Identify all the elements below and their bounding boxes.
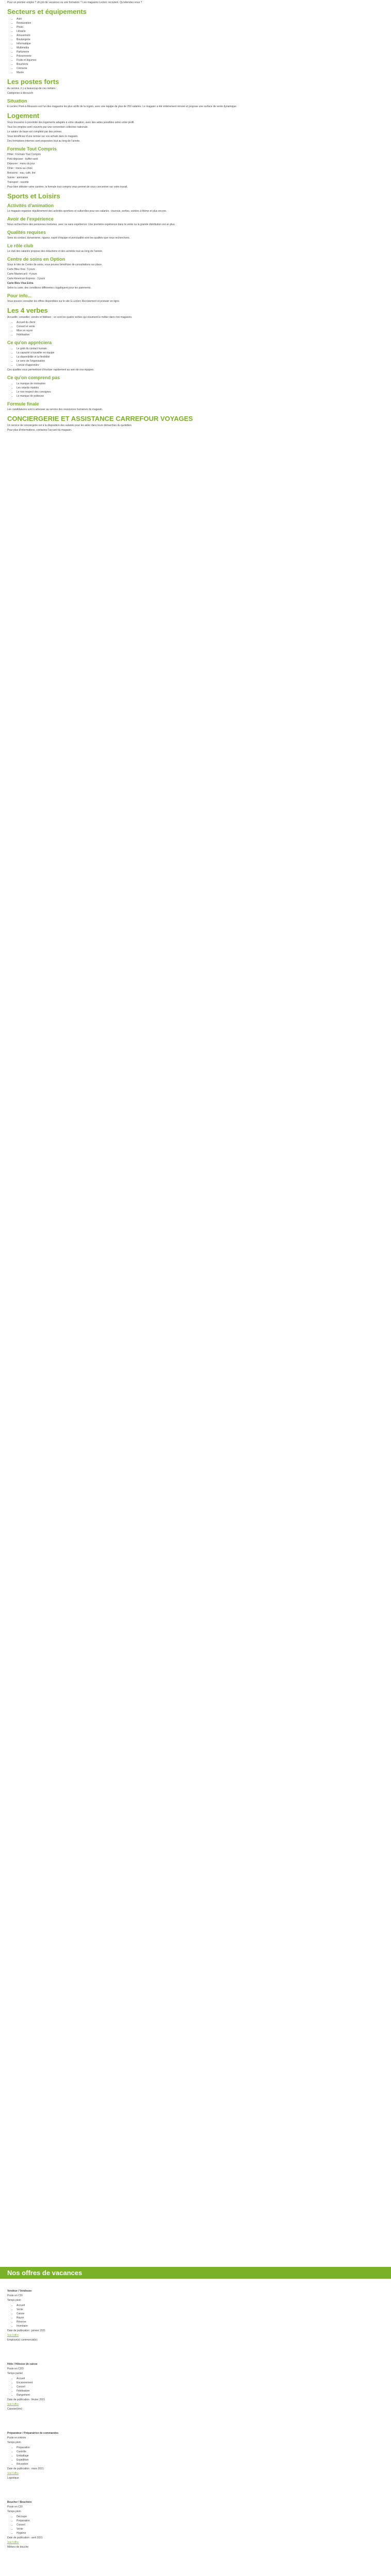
secteurs-title: Secteurs et équipements [7, 8, 87, 15]
secteurs-item: • Boucherie [17, 62, 384, 66]
role-title: Le rôle club [7, 243, 34, 248]
logement-item: Le salaire de base est complété par des primes. [7, 130, 62, 133]
comprend-items [7, 382, 384, 398]
offer-time: Temps plein [7, 2299, 21, 2302]
offer-date: Date de publication : janvier 2021 [7, 2329, 46, 2332]
offer-task: • Vente [17, 2527, 384, 2531]
offer-task: • Expédition [17, 2458, 384, 2462]
offer-date: Date de publication : mars 2021 [7, 2467, 44, 2470]
centre-items [7, 268, 384, 281]
savoir-item: • La capacité à travailler en équipe [17, 351, 384, 355]
offer-category: Métiers de bouche [7, 2546, 29, 2549]
formule-item: Soirée : animation [7, 176, 28, 179]
savoir-item: • Le sens de l'organisation [17, 359, 384, 363]
offer-title: Vendeur / Vendeuse [7, 2290, 32, 2293]
conciergerie-text2: Pour plus d'informations, contactez l'accueil du magasin. [7, 429, 72, 432]
logement-item: Tous les emplois sont couverts par une convention collective nationale. [7, 126, 89, 129]
offer-card [7, 2432, 384, 2480]
offer-contract: Poste en CDD [7, 2367, 24, 2370]
savoir-title: Ce qu'on appréciera [7, 340, 52, 345]
faire-item: • Mise en rayon [17, 329, 384, 333]
secteurs-item: • Poissonnerie [17, 54, 384, 58]
secteurs-item: • Amusement [17, 33, 384, 38]
conciergerie-text: Un service de conciergerie est à la disposition des salariés pour les aider dans leurs démarches du quotidien. [7, 424, 133, 427]
activites-title: Activités d'animation [7, 203, 54, 208]
offers-banner [0, 2267, 391, 2279]
postes-title: Les postes forts [7, 78, 59, 86]
qualites-text: Sens du contact, dynamisme, rigueur, esprit d'équipe et ponctualité sont les qualités que nous recherchons. [7, 236, 131, 240]
offer-task: • Vente [17, 2308, 384, 2312]
offer-category: Caissier(ère) [7, 2408, 22, 2411]
situation-text: E.Leclerc Pont-à-Mousson est l'un des magasins les plus actifs de la région, avec une équipe de plus de 250 salariés. Le magasin a été entièrement rénové et propose une surface de vente dynamique. [7, 105, 237, 108]
centre-text2: Selon la carte, des conditions différentes s'appliquent pour les paiements. [7, 286, 91, 290]
comprend-item: • Le manque de motivation [17, 382, 384, 386]
situation-title: Situation [7, 98, 27, 104]
conciergerie-title: CONCIERGERIE ET ASSISTANCE CARREFOUR VOYAGES [7, 415, 193, 422]
offer-task: • Rayon [17, 2316, 384, 2320]
savoir-item: • Le goût du contact humain [17, 347, 384, 351]
finale-title: Formule finale [7, 401, 39, 406]
logement-text: Vous trouverez à proximité des logements adaptés à votre situation, avec des aides possibles selon votre profil. [7, 121, 135, 124]
comprend-item: • Les retards répétés [17, 386, 384, 390]
comprend-item: • Le manque de politesse [17, 394, 384, 398]
offer-task: • Découpe [17, 2515, 384, 2519]
offer-category: Logistique [7, 2477, 19, 2480]
finale-text: Les candidatures sont à adresser au service des ressources humaines du magasin. [7, 408, 103, 411]
offer-card [7, 2363, 384, 2411]
offer-tasks [7, 2377, 384, 2397]
centre-item: Carte Bleu Visa : 5 jours [7, 268, 35, 271]
faire-item: • Conseil et vente [17, 325, 384, 329]
offer-task: • Contrôle [17, 2450, 384, 2454]
offers-banner-title: Nos offres de vacances [7, 2269, 83, 2277]
offer-link[interactable]: Voir l'offre [7, 2403, 19, 2406]
comprend-title: Ce qu'on comprend pas [7, 375, 60, 380]
centre-item: Carte Mastercard : 4 jours [7, 273, 37, 276]
logement-title: Logement [7, 112, 40, 120]
offer-date: Date de publication : avril 2021 [7, 2536, 43, 2539]
offer-link-wrap [7, 2541, 384, 2545]
offer-title: Hôte / Hôtesse de caisse [7, 2363, 38, 2366]
savoir-items [7, 347, 384, 367]
logement-items [7, 126, 384, 143]
comprend-item: • Le non-respect des consignes [17, 390, 384, 394]
logement-item: Des formations internes sont proposées tout au long de l'année. [7, 140, 80, 143]
offer-tasks [7, 2515, 384, 2535]
offer-task: • Hygiène [17, 2531, 384, 2535]
centre-item: Carte American Express : 3 jours [7, 277, 45, 280]
offer-contract: Poste en intérim [7, 2436, 26, 2439]
sports-title: Sports et Loisirs [7, 192, 60, 200]
diag-title: Avoir de l'expérience [7, 216, 54, 222]
formule-item: Dîner : menu au choix [7, 167, 32, 170]
offer-title: Boucher / Bouchère [7, 2501, 32, 2504]
formule-title: Formule Tout Compris [7, 146, 57, 151]
offer-link[interactable]: Voir l'offre [7, 2334, 19, 2337]
offer-task: • Réserve [17, 2320, 384, 2324]
offer-task: • Rangement [17, 2393, 384, 2397]
savoir-text: Ces qualités vous permettront d'évoluer rapidement au sein de nos équipes. [7, 368, 94, 371]
offer-task: • Encaissement [17, 2381, 384, 2385]
faire-title: Les 4 verbes [7, 307, 48, 314]
offer-link[interactable]: Voir l'offre [7, 2541, 19, 2544]
offer-time: Temps plein [7, 2510, 21, 2513]
secteurs-item: • Crémerie [17, 66, 384, 71]
plus-title: Pour info... [7, 293, 31, 298]
offer-contract: Poste en CDI [7, 2505, 23, 2509]
offer-card [7, 2290, 384, 2342]
faire-items [7, 320, 384, 337]
role-text: Le club des salariés propose des réductions et des activités tout au long de l'année. [7, 250, 103, 253]
secteurs-item: • Fruits et légumes [17, 58, 384, 62]
formule-item: Transport : navette [7, 181, 29, 184]
savoir-item: • La disponibilité et la flexibilité [17, 355, 384, 359]
secteurs-list [7, 17, 384, 75]
secteurs-item: • Auto [17, 17, 384, 21]
secteurs-item: • Marée [17, 71, 384, 75]
offer-time: Temps plein [7, 2441, 21, 2444]
offer-task: • Accueil [17, 2303, 384, 2308]
offer-date: Date de publication : février 2021 [7, 2398, 45, 2401]
offer-task: • Accueil [17, 2377, 384, 2381]
offer-tasks [7, 2303, 384, 2328]
secteurs-item: • Parfumerie [17, 50, 384, 54]
centre-sub: Carte Bleu Visa Extra [7, 282, 34, 285]
offer-contract: Poste en CDI [7, 2294, 23, 2297]
postes-sub: Catégories à découvrir [7, 92, 34, 95]
faire-item: • Fidélisation [17, 333, 384, 337]
formule-item: Boissons : eau, café, thé [7, 172, 36, 175]
offer-link-wrap [7, 2403, 384, 2406]
secteurs-item: • Photo [17, 25, 384, 29]
offer-task: • Inventaire [17, 2324, 384, 2328]
secteurs-item: • Boulangerie [17, 38, 384, 42]
offer-task: • Conseil [17, 2523, 384, 2527]
activites-text: Le magasin organise régulièrement des activités sportives et culturelles pour ses salariés : tournois, sorties, soirées à thème et plus encore. [7, 210, 167, 213]
faire-item: • Accueil du client [17, 320, 384, 325]
faire-text: Accueillir, conseiller, vendre et fidéliser : ce sont les quatre verbes qui résument le métier dans nos magasins. [7, 316, 133, 319]
formule-item: Déjeuner : menu du jour [7, 162, 35, 165]
secteurs-item: • Restauration [17, 21, 384, 25]
offer-link-wrap [7, 2472, 384, 2476]
qualites-title: Qualités requises [7, 230, 46, 235]
offer-task: • Préparation [17, 2519, 384, 2523]
offer-task: • Caisse [17, 2312, 384, 2316]
secteurs-item: • Multimédia [17, 46, 384, 50]
formule-text: Pour bien débuter votre carrière, la formule tout compris vous permet de vous concentrer sur votre travail. [7, 185, 128, 189]
formule-item: Hôtel : Formule Tout Compris [7, 153, 41, 156]
offer-category: Employé(e) commercial(e) [7, 2338, 38, 2342]
offer-card [7, 2501, 384, 2549]
offer-link[interactable]: Voir l'offre [7, 2472, 19, 2475]
diag-text: Nous recherchons des personnes motivées, avec ou sans expérience. Une première expérience dans la vente ou la grande distribution est un plus. [7, 223, 176, 226]
secteurs-item: • Librairie [17, 29, 384, 33]
offer-task: • Conseil [17, 2385, 384, 2389]
offer-tasks [7, 2446, 384, 2466]
postes-lead: Au service, il y a beaucoup de ces métiers : [7, 87, 57, 90]
offer-link-wrap [7, 2334, 384, 2337]
offer-task: • Emballage [17, 2454, 384, 2458]
offer-task: • Préparation [17, 2446, 384, 2450]
centre-title: Centre de soins en Option [7, 257, 66, 262]
offer-time: Temps partiel [7, 2372, 23, 2375]
secteurs-item: • Informatique [17, 42, 384, 46]
logement-item: Vous bénéficiez d'une remise sur vos achats dans le magasin. [7, 135, 78, 138]
formule-items [7, 153, 384, 184]
savoir-item: • L'envie d'apprendre [17, 363, 384, 367]
plus-text: Vous pouvez consulter les offres disponibles sur le site E.Leclerc Recrutement et postuler en ligne. [7, 300, 120, 303]
formule-item: Petit déjeuner : buffet varié [7, 158, 38, 161]
offers-list [7, 2287, 384, 2570]
centre-text: Sous le titre de Centre de soins, vous pouvez bénéficier de consultations sur place. [7, 263, 103, 266]
offer-task: • Réception [17, 2462, 384, 2466]
intro-text: Pour un premier emploi ? Un job de vacances ou une formation ? Les magasins Leclerc recrutent. Qu'attendez-vous ? [7, 1, 142, 4]
offer-task: • Fidélisation [17, 2389, 384, 2393]
offer-title: Préparateur / Préparatrice de commandes [7, 2432, 59, 2435]
